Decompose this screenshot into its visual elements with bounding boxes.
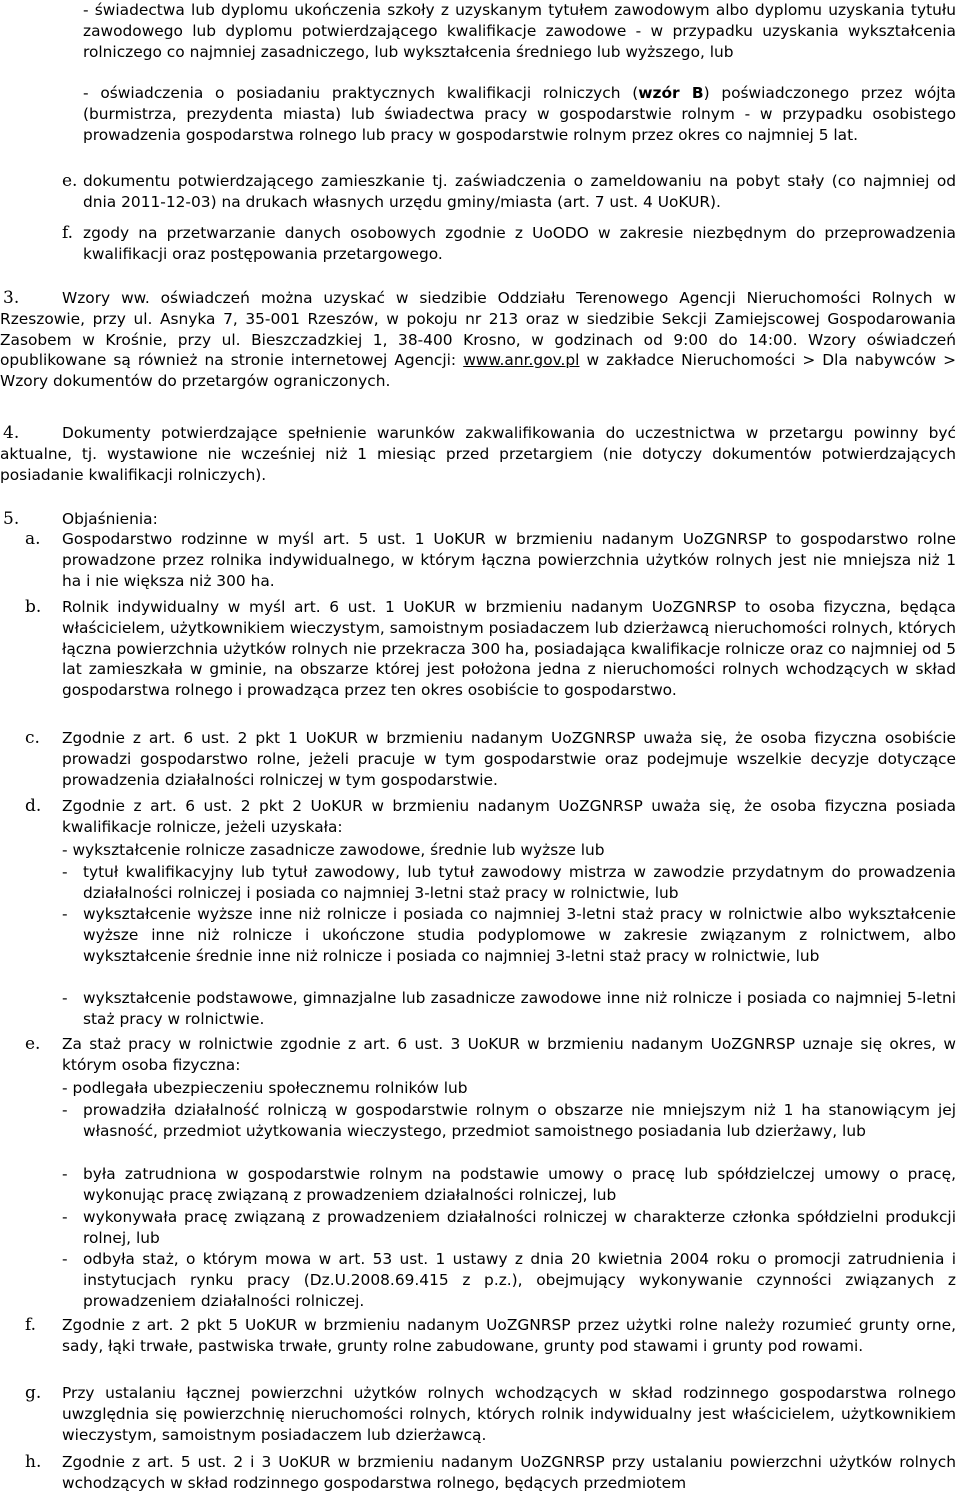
item-statement-text-b: ) poświadczonego przez wójta (burmistrza, prezydenta miasta) lub świadectwa pracy w gospodarstwie rolnym - w przypadku osobistego prowadzenia gospodarstwa rolnego lub pracy w gospodarstwie rolnym przez okres co najmniej 5 lat. [83,84,956,144]
expl-c-text: Zgodnie z art. 6 ust. 2 pkt 1 UoKUR w brzmieniu nadanym UoZGNRSP uważa się, że osoba fizyczna osobiście prowadzi gospodarstwo rolne, jeżeli pracuje w tym gospodarstwie oraz podejmuje wszelkie decyzje dotyczące prowadzenia działalności rolniczej w tym gospodarstwie. [62,729,956,789]
expl-e-item: prowadziła działalność rolniczą w gospodarstwie rolnym o obszarze nie mniejszym niż 1 ha stanowiącym jej własność, przedmiot użytkowania wieczystego, przedmiot samoistnego posiadania lub dzierżawy, lub [83,1101,956,1140]
dash-marker: - [62,905,68,923]
expl-d-item: wykształcenie wyższe inne niż rolnicze i posiada co najmniej 3-letni staż pracy w rolnictwie albo wykształcenie wyższe inne niż rolnicze i ukończone studia podyplomowe w zakresie związanym z rolnictwem, albo wykształcenie średnie inne niż rolnicze i posiada co najmniej 3-letni staż pracy w rolnictwie, lub [83,905,956,965]
expl-e-item: - podlegała ubezpieczeniu społecznemu rolników lub [62,1079,468,1097]
expl-b-marker: b. [25,597,42,617]
item-diploma [83,0,956,62]
expl-a-marker: a. [25,529,41,549]
expl-c-marker: c. [25,728,40,748]
item-e-text: dokumentu potwierdzającego zamieszkanie tj. zaświadczenia o zameldowaniu na pobyt stały (co najmniej od dnia 2011-12-03) na drukach własnych urzędu gminy/miasta (art. 7 ust. 4 UoKUR). [83,172,956,211]
section-4-text: Dokumenty potwierdzające spełnienie warunków zakwalifikowania do uczestnictwa w przetargu powinny być aktualne, tj. wystawione nie wcześniej niż 1 miesiąc przed przetargiem (nie dotyczy dokumentów potwierdzających posiadanie kwalifikacji rolniczych). [0,424,956,484]
item-statement-text-a: - oświadczenia o posiadaniu praktycznych kwalifikacji rolniczych ( [83,84,639,102]
expl-d-item: - wykształcenie rolnicze zasadnicze zawodowe, średnie lub wyższe lub [62,841,605,859]
item-e-marker: e. [62,171,78,191]
expl-b-text: Rolnik indywidualny w myśl art. 6 ust. 1 UoKUR w brzmieniu nadanym UoZGNRSP to osoba fizyczna, będąca właścicielem, użytkownikiem wieczystym, samoistnym posiadaczem lub dzierżawcą nieruchomości rolnych, których łączna powierzchnia użytków rolnych nie przekracza 300 ha, posiadająca kwalifikacje rolnicze oraz co najmniej od 5 lat zamieszkała w gminie, na obszarze której jest położona jedna z nieruchomości rolnych wchodzących w skład gospodarstwa rolnego i prowadząca przez ten okres osobiście to gospodarstwo. [62,598,956,700]
item-f-text: zgody na przetwarzanie danych osobowych zgodnie z UoODO w zakresie niezbędnym do przeprowadzenia kwalifikacji oraz postępowania przetargowego. [83,224,956,263]
section-5-heading: Objaśnienia: [62,510,158,528]
dash-marker: - [62,989,68,1007]
expl-f-marker: f. [25,1315,37,1335]
expl-g-text: Przy ustalaniu łącznej powierzchni użytków rolnych wchodzących w skład rodzinnego gospodarstwa rolnego uwzględnia się powierzchnię nieruchomości rolnych, których rolnik indywidualny jest właścicielem, użytkownikiem wieczystym, samoistnym posiadaczem lub dzierżawcą. [62,1384,956,1444]
dash-marker: - [62,1101,68,1119]
item-statement-bold: wzór B [638,84,704,102]
expl-f-text: Zgodnie z art. 2 pkt 5 UoKUR w brzmieniu nadanym UoZGNRSP przez użytki rolne należy rozumieć grunty orne, sady, łąki trwałe, pastwiska trwałe, grunty rolne zabudowane, grunty pod stawami i grunty pod rowami. [62,1316,956,1355]
dash-marker: - [62,1208,68,1226]
expl-e-item: była zatrudniona w gospodarstwie rolnym na podstawie umowy o pracę lub spółdzielczej umowy o pracę, wykonując pracę związaną z prowadzeniem działalności rolniczej, lub [83,1165,956,1204]
expl-d-marker: d. [25,796,42,816]
expl-d-text: Zgodnie z art. 6 ust. 2 pkt 2 UoKUR w brzmieniu nadanym UoZGNRSP uważa się, że osoba fizyczna posiada kwalifikacje rolnicze, jeżeli uzyskała: [62,797,956,836]
expl-e-marker: e. [25,1034,41,1054]
section-4-marker: 4. [3,423,20,443]
item-f-marker: f. [62,223,74,243]
expl-d-item: wykształcenie podstawowe, gimnazjalne lub zasadnicze zawodowe inne niż rolnicze i posiada co najmniej 5-letni staż pracy w rolnictwie. [83,989,956,1028]
item-diploma-text: - świadectwa lub dyplomu ukończenia szkoły z uzyskanym tytułem zawodowym albo dyplomu uzyskania tytułu zawodowego lub dyplomu potwierdzającego kwalifikacje zawodowe - w przypadku uzyskania wykształcenia rolniczego co najmniej zasadniczego, lub wykształcenia średniego lub wyższego, lub [83,1,956,61]
expl-e-text: Za staż pracy w rolnictwie zgodnie z art. 6 ust. 3 UoKUR w brzmieniu nadanym UoZGNRSP uznaje się okres, w którym osoba fizyczna: [62,1035,956,1074]
dash-marker: - [62,863,68,881]
dash-marker: - [62,1165,68,1183]
expl-d-item: tytuł kwalifikacyjny lub tytuł zawodowy, lub tytuł zawodowy mistrza w zawodzie przydatnym do prowadzenia działalności rolniczej i posiada co najmniej 3-letni staż pracy w rolnictwie, lub [83,863,956,902]
expl-h-text: Zgodnie z art. 5 ust. 2 i 3 UoKUR w brzmieniu nadanym UoZGNRSP przy ustalaniu powierzchni użytków rolnych wchodzących w skład rodzinnego gospodarstwa rolnego, będących przedmiotem [62,1453,956,1492]
section-5-marker: 5. [3,509,20,529]
section-3-text [0,288,956,392]
anr-website-link[interactable]: www.anr.gov.pl [463,351,580,370]
section-3-marker: 3. [3,288,20,308]
section-3-text-a: Wzory ww. oświadczeń można uzyskać w siedzibie Oddziału Terenowego Agencji Nieruchomości Rolnych w Rzeszowie, przy ul. Asnyka 7, 35-001 Rzeszów, w pokoju nr 213 oraz w siedzibie Sekcji Zamiejscowej Gospodarowania Zasobem w Krośnie, przy ul. Bieszczadzkiej 1, 38-400 Krosno, w godzinach od 9:00 do 14:00. Wzory oświadczeń opublikowane są również na stronie internetowej Agencji: [0,289,956,370]
expl-g-marker: g. [25,1383,42,1403]
expl-h-marker: h. [25,1452,42,1472]
expl-e-item: wykonywała pracę związaną z prowadzeniem działalności rolniczej w charakterze członka spółdzielni produkcji rolnej, lub [83,1208,956,1247]
expl-e-item: odbyła staż, o którym mowa w art. 53 ust. 1 ustawy z dnia 20 kwietnia 2004 roku o promocji zatrudnienia i instytucjach rynku pracy (Dz.U.2008.69.415 z p.z.), obejmujący wykonywanie czynności związanych z prowadzeniem działalności rolniczej. [83,1250,956,1310]
item-statement [83,83,956,145]
dash-marker: - [62,1250,68,1268]
expl-a-text: Gospodarstwo rodzinne w myśl art. 5 ust. 1 UoKUR w brzmieniu nadanym UoZGNRSP to gospodarstwo rolne prowadzone przez rolnika indywidualnego, w którym łączna powierzchnia użytków rolnych jest nie mniejsza niż 1 ha i nie większa niż 300 ha. [62,530,956,590]
section-3-text-b: w zakładce Nieruchomości > Dla nabywców > Wzory dokumentów do przetargów ograniczonych. [0,351,956,391]
